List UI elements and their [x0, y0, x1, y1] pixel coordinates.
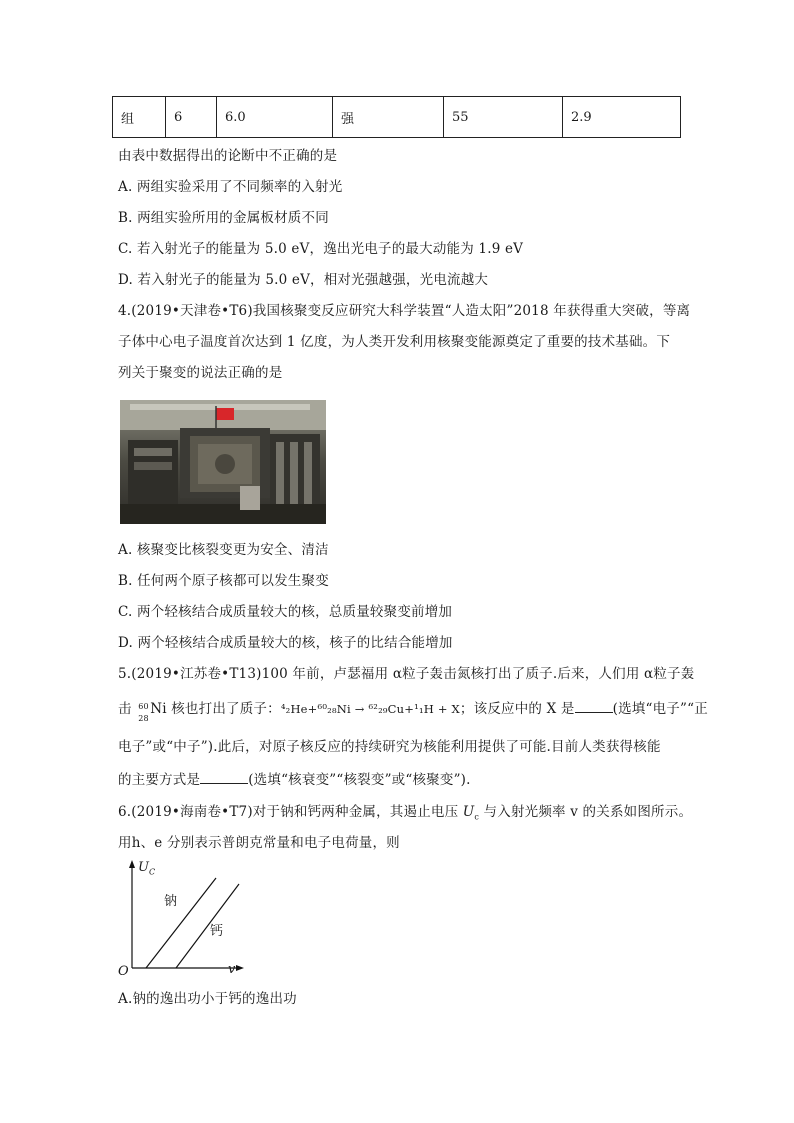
q6-text: 与入射光频率 v 的关系如图所示。 — [479, 804, 693, 820]
q5-text: Ni 核也打出了质子： — [150, 701, 281, 717]
table-row — [113, 97, 681, 138]
q3-option-b: B. 两组实验所用的金属板材质不同 — [118, 210, 329, 226]
q5-line-2 — [118, 698, 708, 723]
answer-blank[interactable] — [575, 698, 613, 713]
q6-line-2: 用h、e 分别表示普朗克常量和电子电荷量，则 — [118, 835, 400, 851]
sodium-line — [146, 878, 216, 968]
q6-line-1 — [118, 802, 692, 828]
calcium-label: 钙 — [210, 924, 224, 939]
table-cell: 组 — [113, 97, 166, 138]
q6-option-a: A.钠的逸出功小于钙的逸出功 — [118, 991, 297, 1007]
q3-stem: 由表中数据得出的论断中不正确的是 — [118, 148, 338, 164]
q4-line-2: 子体中心电子温度首次达到 1 亿度，为人类开发利用核聚变能源奠定了重要的技术基础。下 — [118, 334, 671, 350]
table-cell: 6.0 — [217, 97, 333, 138]
q5-text: 的主要方式是 — [118, 772, 201, 788]
q4-option-b: B. 任何两个原子核都可以发生聚变 — [118, 573, 329, 589]
x-axis-arrow — [236, 965, 244, 971]
stopping-voltage-symbol: U — [462, 804, 475, 820]
q3-option-a: A. 两组实验采用了不同频率的入射光 — [118, 179, 343, 195]
q5-line-3: 电子”或“中子”).此后，对原子核反应的持续研究为核能利用提供了可能.目前人类获得核能 — [118, 739, 661, 755]
q5-line-1: 5.(2019•江苏卷•T13)100 年前，卢瑟福用 α粒子轰击氮核打出了质子.后来，人们用 α粒子轰 — [118, 666, 695, 682]
y-axis-arrow — [129, 860, 135, 868]
q5-text: ；该反应中的 X 是 — [459, 701, 575, 717]
table-cell: 55 — [444, 97, 563, 138]
q4-option-c: C. 两个轻核结合成质量较大的核，总质量较聚变前增加 — [118, 604, 453, 620]
y-axis-label: $U_C$ — [138, 860, 156, 877]
q6-text: 6.(2019•海南卷•T7)对于钠和钙两种金属，其遏止电压 — [118, 804, 463, 820]
q4-option-d: D. 两个轻核结合成质量较大的核，核子的比结合能增加 — [118, 635, 453, 651]
table-cell: 强 — [333, 97, 444, 138]
q3-option-c: C. 若入射光子的能量为 5.0 eV，逸出光电子的最大动能为 1.9 eV — [118, 241, 524, 257]
stopping-voltage-graph — [112, 858, 252, 978]
q4-option-a: A. 核聚变比核裂变更为安全、清洁 — [118, 542, 329, 558]
ni-atomic-number: 28 — [138, 714, 149, 723]
ni-nuclide-indices — [136, 701, 150, 723]
data-table — [112, 96, 681, 138]
fusion-device-photo — [120, 400, 326, 524]
calcium-line — [176, 884, 239, 968]
q5-line-4 — [118, 769, 471, 790]
sodium-label: 钠 — [164, 894, 178, 909]
answer-blank[interactable] — [200, 769, 248, 784]
q4-line-3: 列关于聚变的说法正确的是 — [118, 365, 283, 381]
stopping-voltage-subscript: c — [474, 812, 480, 822]
nuclear-equation: ⁴₂He+⁶⁰₂₈Ni → ⁶²₂₉Cu+¹₁H + X — [280, 702, 460, 716]
table-cell: 2.9 — [563, 97, 681, 138]
q5-text: (选填“核衰变”“核裂变”或“核聚变”). — [248, 772, 471, 788]
x-axis-label: v — [228, 962, 236, 977]
ni-mass-number: 60 — [138, 702, 149, 711]
q4-line-1: 4.(2019•天津卷•T6)我国核聚变反应研究大科学装置“人造太阳”2018 年获得重大突破，等离 — [118, 303, 691, 319]
table-cell: 6 — [166, 97, 217, 138]
origin-label: O — [118, 964, 129, 979]
q5-text: 击 — [118, 701, 132, 717]
q3-option-d: D. 若入射光子的能量为 5.0 eV，相对光强越强，光电流越大 — [118, 272, 489, 288]
q5-text: (选填“电子”“正 — [612, 701, 708, 717]
